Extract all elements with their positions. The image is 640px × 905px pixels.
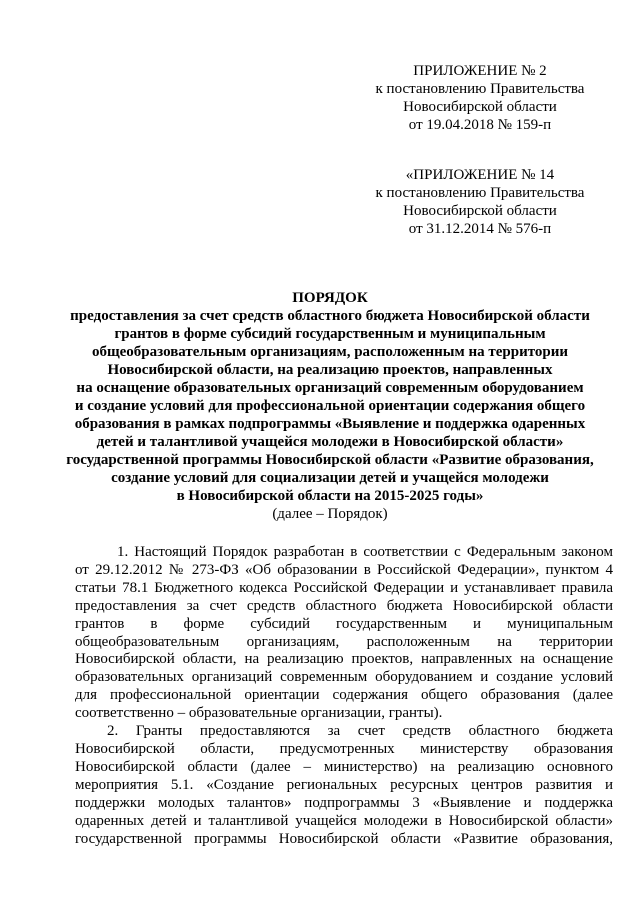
appendix-14-region: Новосибирской области xyxy=(403,203,557,219)
paragraph-1-line: от 29.12.2012 № 273-ФЗ «Об образовании в Российской Федерации», пунктом 4 xyxy=(75,561,613,578)
title-note: (далее – Порядок) xyxy=(272,506,388,522)
title-line: Новосибирской области, на реализацию проектов, направленных xyxy=(107,362,553,378)
appendix-14-date: от 31.12.2014 № 576-п xyxy=(408,221,552,237)
title-line: государственной программы Новосибирской области «Развитие образования, xyxy=(66,452,594,468)
title-line: и создание условий для профессиональной ориентации содержания общего xyxy=(74,398,586,414)
paragraph-1-line: образовательных организаций современным оборудованием и создание условий xyxy=(75,669,613,686)
paragraph-2-line: поддержки молодых талантов» подпрограммы 3 «Выявление и поддержка xyxy=(75,794,613,811)
paragraph-1-line: грантов в форме субсидий государственным и муниципальным xyxy=(75,615,613,632)
paragraph-1-line: общеобразовательным организациям, расположенным на территории xyxy=(75,633,613,650)
paragraph-1-line: 1. Настоящий Порядок разработан в соответствии с Федеральным законом xyxy=(117,544,613,560)
title-line: детей и талантливой учащейся молодежи в Новосибирской области» xyxy=(96,434,564,450)
appendix-2-region: Новосибирской области xyxy=(403,99,557,115)
appendix-14-header xyxy=(370,166,590,238)
title-heading: ПОРЯДОК xyxy=(292,290,368,306)
paragraph-2-line: государственной программы Новосибирской области «Развитие образования, xyxy=(75,830,613,847)
title-line: грантов в форме субсидий государственным и муниципальным xyxy=(114,326,546,342)
appendix-2-title: ПРИЛОЖЕНИЕ № 2 xyxy=(413,63,547,79)
paragraph-2-line: одаренных детей и талантливой учащейся молодежи в Новосибирской области» xyxy=(75,812,613,829)
paragraph-1-line: Новосибирской области, на реализацию проектов, направленных на оснащение xyxy=(75,651,613,668)
appendix-2-decree: к постановлению Правительства xyxy=(375,81,585,97)
paragraph-2-line: Новосибирской области, предусмотренных министерству образования xyxy=(75,740,613,757)
document-title xyxy=(60,289,600,523)
paragraph-2-line: Новосибирской области (далее – министерство) на реализацию основного xyxy=(75,758,613,775)
document-body xyxy=(75,544,613,848)
title-line: создание условий для социализации детей и учащейся молодежи xyxy=(111,470,549,486)
title-line: на оснащение образовательных организаций современным оборудованием xyxy=(76,380,584,396)
title-line: образования в рамках подпрограммы «Выявление и поддержка одаренных xyxy=(74,416,586,432)
paragraph-2-line: мероприятия 5.1. «Создание региональных ресурсных центров развития и xyxy=(75,776,613,793)
paragraph-1-line: предоставления за счет средств областного бюджета Новосибирской области xyxy=(75,597,613,614)
title-line: предоставления за счет средств областного бюджета Новосибирской области xyxy=(70,308,590,324)
appendix-2-header xyxy=(370,62,590,134)
appendix-14-decree: к постановлению Правительства xyxy=(375,185,585,201)
title-line: общеобразовательным организациям, расположенным на территории xyxy=(91,344,569,360)
appendix-2-date: от 19.04.2018 № 159-п xyxy=(408,117,552,133)
paragraph-2-line: 2. Гранты предоставляются за счет средств областного бюджета xyxy=(107,723,613,740)
paragraph-1-line: статьи 78.1 Бюджетного кодекса Российской Федерации и устанавливает правила xyxy=(75,579,613,596)
paragraph-1-line: для профессиональной ориентации содержания общего образования (далее xyxy=(75,687,613,704)
appendix-14-title: «ПРИЛОЖЕНИЕ № 14 xyxy=(405,167,555,183)
title-line: в Новосибирской области на 2015-2025 годы» xyxy=(176,488,484,504)
paragraph-1-line: соответственно – образовательные организации, гранты). xyxy=(75,705,443,722)
